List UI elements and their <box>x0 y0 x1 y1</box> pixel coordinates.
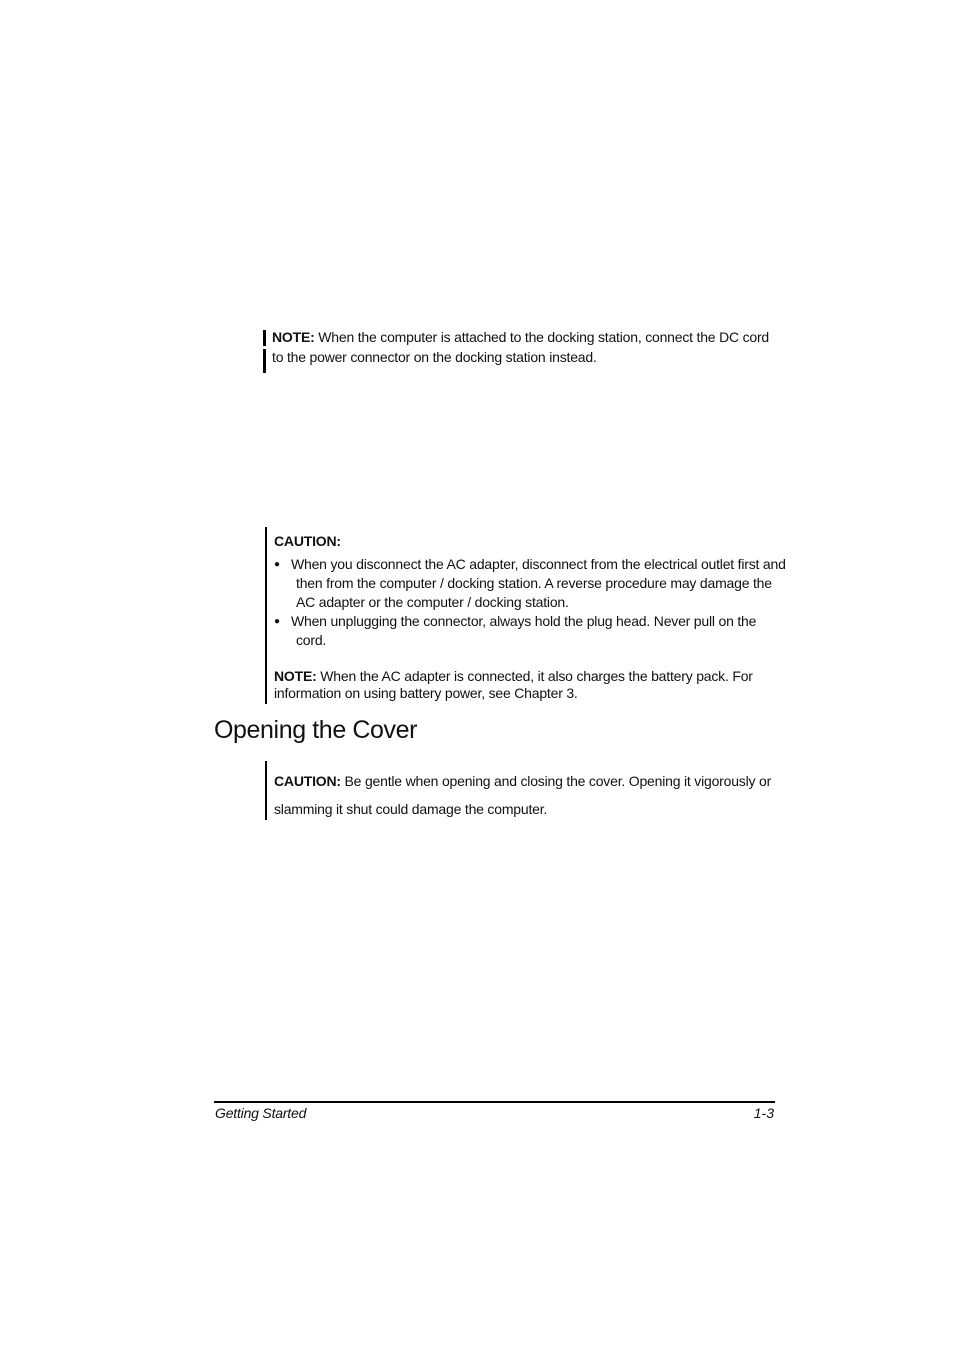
caution-bullet-text: When you disconnect the AC adapter, disconnect from the electrical outlet first and then from the computer / docking station. A reverse procedure may damage the AC adapter or the computer / docking station. <box>291 556 786 610</box>
bullet-dot-icon: ● <box>274 616 280 627</box>
footer-chapter-title: Getting Started <box>215 1105 307 1121</box>
note-battery-charging <box>274 668 787 702</box>
note-label: NOTE: <box>272 329 315 345</box>
caution-bullet-list <box>274 555 787 650</box>
note-bar-bottom <box>263 349 266 373</box>
note-docking-station <box>263 327 783 367</box>
caution-bullet-item <box>274 612 787 650</box>
footer-rule <box>214 1101 775 1103</box>
note-label: NOTE: <box>274 668 317 684</box>
footer-page-number: 1-3 <box>753 1105 774 1121</box>
note-body: When the AC adapter is connected, it also charges the battery pack. For information on using battery power, see Chapter 3. <box>274 668 753 701</box>
caution-bullet-item <box>274 555 787 612</box>
note-body: When the computer is attached to the docking station, connect the DC cord to the power connector on the docking station instead. <box>272 329 770 365</box>
caution-bullet-text: When unplugging the connector, always hold the plug head. Never pull on the cord. <box>291 613 757 648</box>
section-heading: Opening the Cover <box>214 716 418 744</box>
bullet-dot-icon: ● <box>274 559 280 570</box>
caution-title: CAUTION: <box>274 533 341 549</box>
caution-body: Be gentle when opening and closing the cover. Opening it vigorously or slamming it shut could damage the computer. <box>274 773 772 817</box>
caution-ac-adapter-box <box>265 527 787 704</box>
caution-label: CAUTION: <box>274 773 341 789</box>
note-text-block <box>263 327 783 367</box>
caution-cover-box <box>265 761 787 820</box>
note-bar-top <box>263 330 266 346</box>
